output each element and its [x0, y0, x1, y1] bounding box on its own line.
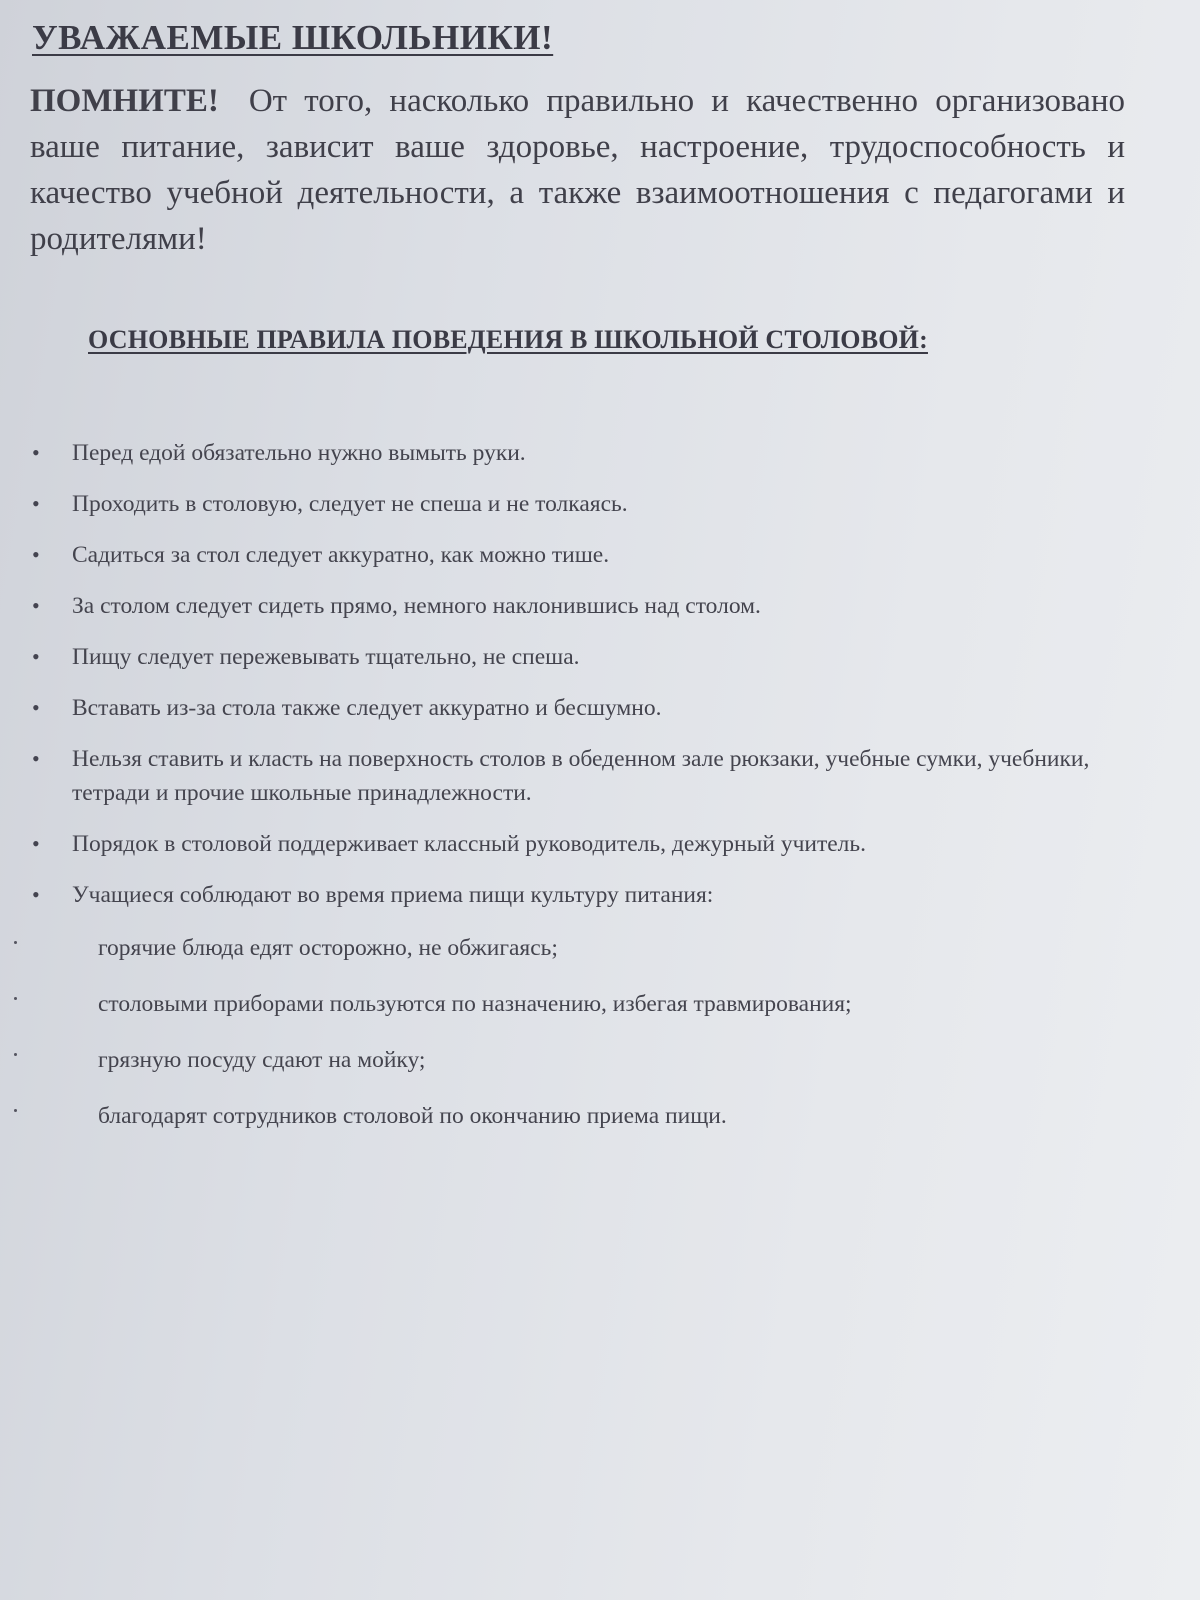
rule-item: [30, 436, 1160, 470]
bullet-icon: •: [32, 831, 40, 856]
rule-item: [30, 589, 1160, 623]
rule-item: [30, 742, 1160, 810]
subrule-item: [14, 987, 1164, 1021]
bullet-icon: •: [32, 440, 40, 465]
dot-icon: [14, 997, 17, 1000]
subrule-text: благодарят сотрудников столовой по окончанию приема пищи.: [98, 1103, 727, 1129]
rule-item: [30, 487, 1160, 521]
rules-title: ОСНОВНЫЕ ПРАВИЛА ПОВЕДЕНИЯ В ШКОЛЬНОЙ СТОЛОВОЙ:: [88, 325, 928, 354]
subrule-text: горячие блюда едят осторожно, не обжигаясь;: [98, 935, 558, 961]
dot-icon: [14, 1109, 17, 1112]
greeting-heading: УВАЖАЕМЫЕ ШКОЛЬНИКИ!: [32, 18, 554, 57]
rule-item: [30, 538, 1160, 572]
rule-text: Порядок в столовой поддерживает классный руководитель, дежурный учитель.: [72, 831, 866, 857]
rule-text: Нельзя ставить и класть на поверхность столов в обеденном зале рюкзаки, учебные сумки, учебники, тетради и прочие школьные принадлежности.: [72, 746, 1090, 806]
subrule-text: столовыми приборами пользуются по назначению, избегая травмирования;: [98, 991, 852, 1017]
subrule-item: [14, 1043, 1164, 1077]
intro-lead: ПОМНИТЕ!: [30, 83, 219, 119]
dot-icon: [14, 941, 17, 944]
bullet-icon: •: [32, 644, 40, 669]
rule-text: Учащиеся соблюдают во время приема пищи культуру питания:: [72, 882, 714, 908]
rule-item: [30, 691, 1160, 725]
intro-paragraph: [30, 78, 1125, 262]
rules-list: [30, 436, 1160, 929]
bullet-icon: •: [32, 882, 40, 907]
subrule-text: грязную посуду сдают на мойку;: [98, 1047, 426, 1073]
bullet-icon: •: [32, 491, 40, 516]
subrules-list: [14, 931, 1164, 1155]
bullet-icon: •: [32, 593, 40, 618]
rule-item: [30, 878, 1160, 912]
rule-text: Перед едой обязательно нужно вымыть руки.: [72, 440, 526, 466]
rule-text: Пищу следует пережевывать тщательно, не спеша.: [72, 644, 580, 670]
rule-item: [30, 640, 1160, 674]
rule-text: Проходить в столовую, следует не спеша и не толкаясь.: [72, 491, 628, 517]
bullet-icon: •: [32, 542, 40, 567]
bullet-icon: •: [32, 746, 40, 771]
rule-item: [30, 827, 1160, 861]
rule-text: За столом следует сидеть прямо, немного наклонившись над столом.: [72, 593, 761, 619]
dot-icon: [14, 1053, 17, 1056]
subrule-item: [14, 931, 1164, 965]
bullet-icon: •: [32, 695, 40, 720]
rule-text: Садиться за стол следует аккуратно, как можно тише.: [72, 542, 610, 568]
rule-text: Вставать из-за стола также следует аккуратно и бесшумно.: [72, 695, 662, 721]
intro-text: От того, насколько правильно и качественно организовано ваше питание, зависит ваше здоровье, настроение, трудоспособность и качество учебной деятельности, а также взаимоотношения с педагогами и родителями!: [30, 83, 1125, 257]
subrule-item: [14, 1099, 1164, 1133]
